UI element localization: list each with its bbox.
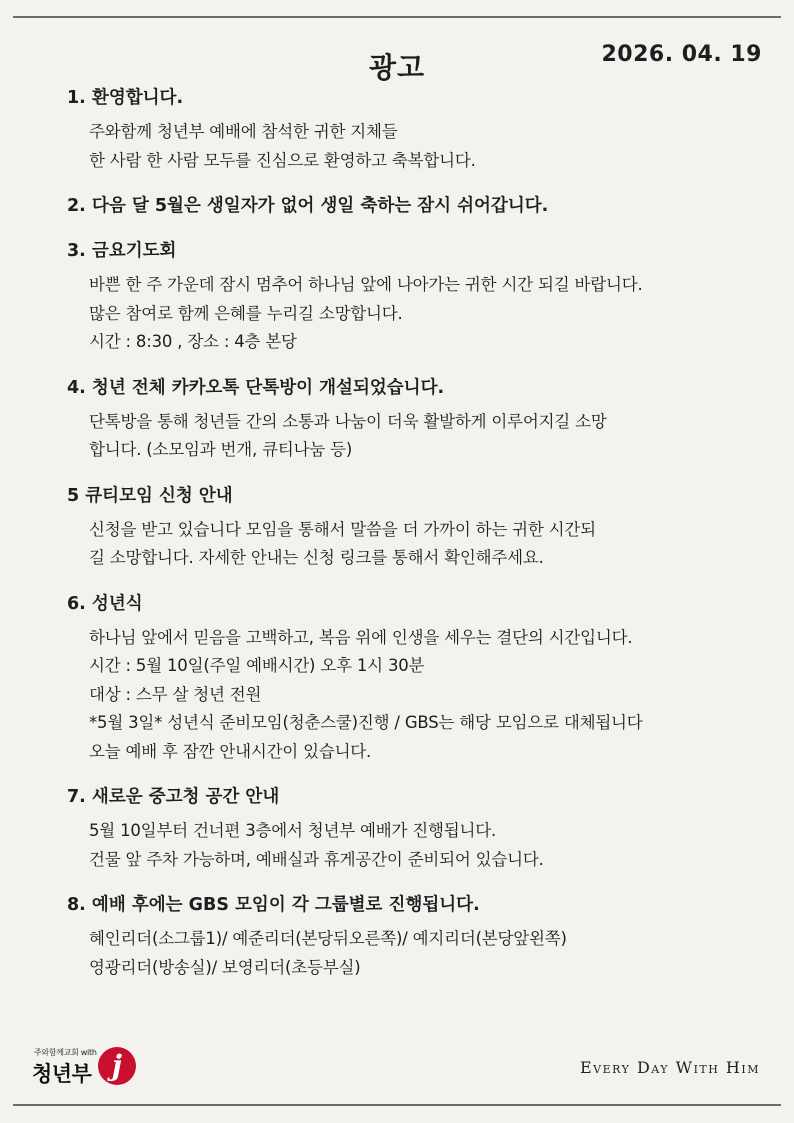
bottom-divider (13, 1104, 781, 1106)
announcement-line: 바쁜 한 주 가운데 잠시 멈추어 하나님 앞에 나아가는 귀한 시간 되길 바랍니다. (89, 275, 643, 294)
announcement-body (67, 408, 767, 465)
announcement-item (67, 783, 767, 874)
announcement-line: 시간 : 8:30 , 장소 : 4층 본당 (89, 332, 297, 351)
announcement-line: 단톡방을 통해 청년들 간의 소통과 나눔이 더욱 활발하게 이루어지길 소망 (89, 411, 607, 431)
announcement-item (67, 84, 767, 175)
announcement-line: 하나님 앞에서 믿음을 고백하고, 복음 위에 인생을 세우는 결단의 시간입니다. (89, 627, 633, 647)
logo-church-name: 주와함께교회 with (34, 1048, 97, 1057)
announcement-body (67, 516, 767, 573)
announcement-line: 오늘 예배 후 잠깐 안내시간이 있습니다. (89, 741, 372, 761)
announcement-line: 영광리더(방송실)/ 보영리더(초등부실) (89, 957, 361, 977)
announcement-item (67, 590, 767, 767)
announcement-line: 건물 앞 주차 가능하며, 예배실과 휴게공간이 준비되어 있습니다. (89, 849, 544, 869)
announcement-line: *5월 3일* 성년식 준비모임(청춘스쿨)진행 / GBS는 해당 모임으로 대체됩니다 (89, 713, 643, 732)
announcement-heading: 8. 예배 후에는 GBS 모임이 각 그룹별로 진행됩니다. (67, 895, 480, 915)
page-title: 광고 (368, 51, 426, 84)
announcement-line: 한 사람 한 사람 모두를 진심으로 환영하고 축복합니다. (89, 150, 476, 170)
announcement-heading: 7. 새로운 중고청 공간 안내 (67, 787, 280, 807)
announcement-heading: 2. 다음 달 5월은 생일자가 없어 생일 축하는 잠시 쉬어갑니다. (67, 196, 549, 216)
announcement-item (67, 374, 767, 465)
announcement-item (67, 482, 767, 573)
announcement-body (67, 925, 767, 982)
announcement-heading: 5 큐티모임 신청 안내 (67, 485, 233, 506)
logo-youth-name: 청년부 (32, 1062, 92, 1086)
announcement-line: 대상 : 스무 살 청년 전원 (89, 684, 262, 704)
announcement-line: 시간 : 5월 10일(주일 예배시간) 오후 1시 30분 (89, 656, 425, 675)
announcement-body (67, 817, 767, 874)
announcement-line: 혜인리더(소그룹1)/ 예준리더(본당뒤오른쪽)/ 예지리더(본당앞왼쪽) (89, 929, 567, 948)
announcement-heading: 6. 성년식 (67, 593, 143, 614)
announcement-body (67, 271, 767, 357)
announcement-line: 많은 참여로 함께 은혜를 누리길 소망합니다. (89, 303, 403, 323)
announcement-line: 5월 10일부터 건너편 3층에서 청년부 예배가 진행됩니다. (89, 821, 497, 840)
announcement-body (67, 118, 767, 175)
top-divider (13, 16, 781, 18)
announcement-line: 길 소망합니다. 자세한 안내는 신청 링크를 통해서 확인해주세요. (89, 548, 544, 567)
date-label: 2026. 04. 19 (601, 42, 762, 67)
church-logo (30, 1042, 140, 1092)
announcement-list (67, 84, 767, 999)
announcement-heading: 4. 청년 전체 카카오톡 단톡방이 개설되었습니다. (67, 377, 445, 398)
announcement-line: 합니다. (소모임과 번개, 큐티나눔 등) (89, 440, 353, 459)
announcement-line: 신청을 받고 있습니다 모임을 통해서 말씀을 더 가까이 하는 귀한 시간되 (89, 519, 596, 539)
announcement-item (67, 891, 767, 982)
announcement-heading: 1. 환영합니다. (67, 88, 184, 108)
announcement-line: 주와함께 청년부 예배에 참석한 귀한 지체들 (89, 122, 398, 141)
footer-tagline: Every Day With Him (580, 1058, 760, 1077)
logo-mark-icon: j (98, 1047, 136, 1085)
announcement-body (67, 624, 767, 767)
announcement-heading: 3. 금요기도회 (67, 241, 177, 261)
announcement-item (67, 192, 767, 220)
announcement-item (67, 237, 767, 357)
